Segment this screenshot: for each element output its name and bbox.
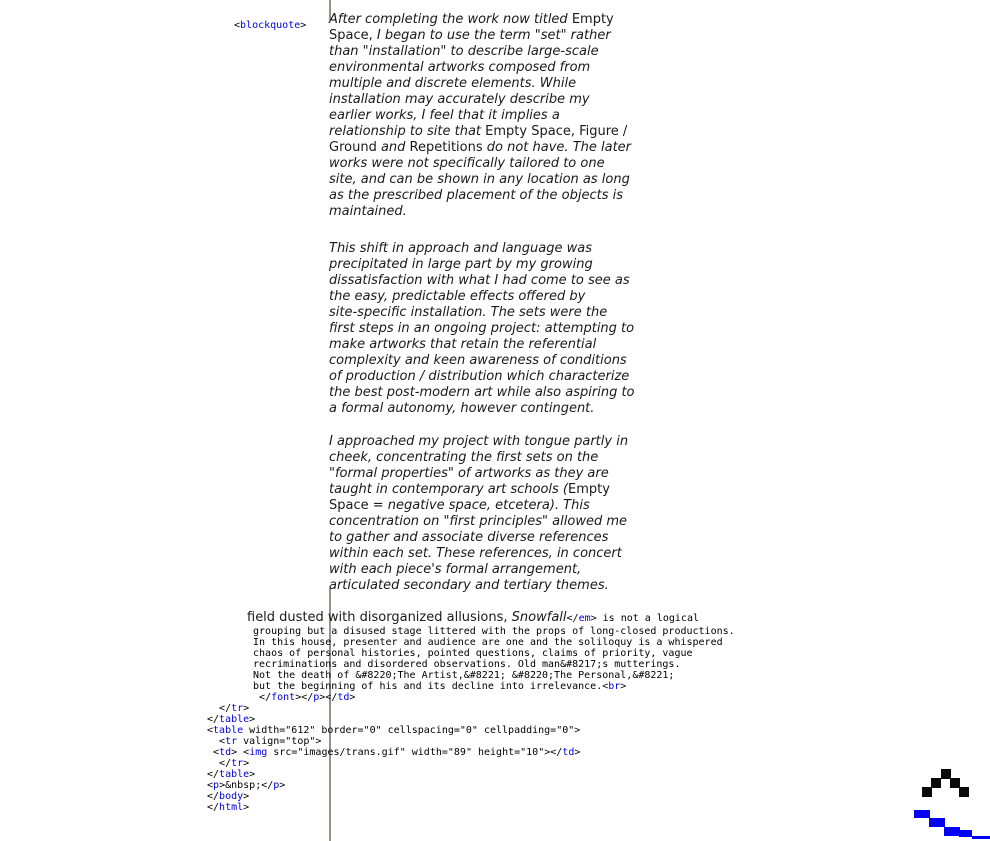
tag-name-text: html xyxy=(219,802,244,813)
text-segment: > xyxy=(295,692,302,703)
text-segment: < xyxy=(207,725,214,736)
text-segment: installation may accurately describe my xyxy=(329,92,590,107)
tag-name-text: tr xyxy=(225,736,238,747)
text-segment: Not the death of &#8220;The Artist,&#8221; &#8220;The Personal,&#8221; xyxy=(247,670,675,681)
text-segment: I approached my project with tongue partly in xyxy=(329,434,629,449)
leaked-source-code xyxy=(207,700,581,813)
text-line xyxy=(329,188,635,204)
text-segment: site, and can be shown in any location as long xyxy=(329,172,630,187)
text-segment: src="images/trans.gif" width="89" height="10" xyxy=(267,747,545,758)
text-segment: &nbsp; xyxy=(225,780,262,791)
text-segment: > xyxy=(249,769,256,780)
text-line xyxy=(329,273,635,289)
text-segment: < xyxy=(602,681,609,692)
text-segment: "formal properties" of artworks as they are xyxy=(329,466,609,481)
tag-name-text: p xyxy=(213,780,220,791)
text-segment: > xyxy=(249,714,256,725)
text-line xyxy=(329,124,635,140)
pixel-block xyxy=(959,830,972,837)
pixel-block xyxy=(922,787,932,797)
text-segment: field dusted with disorganized allusions, xyxy=(247,610,512,625)
text-line xyxy=(207,744,581,758)
text-segment: </ xyxy=(261,780,274,791)
text-segment: complexity and keen awareness of conditions xyxy=(329,353,627,368)
text-line xyxy=(329,514,635,530)
text-segment: Empty xyxy=(571,12,614,27)
text-line xyxy=(207,700,580,714)
text-segment: and xyxy=(380,140,410,155)
text-segment: than "installation" to describe large-scale xyxy=(329,44,599,59)
text-segment: first steps in an ongoing project: attempting to xyxy=(329,321,635,336)
text-segment: within each set. These references, in concert xyxy=(329,546,622,561)
text-segment: do not have. The later xyxy=(486,140,632,155)
text-segment: concentration on "first principles" allowed me xyxy=(329,514,627,529)
text-segment: </ xyxy=(219,703,232,714)
text-line xyxy=(247,634,735,648)
text-segment: I began to use the term "set" rather xyxy=(372,28,611,43)
tag-name-text: tr xyxy=(231,703,244,714)
text-line xyxy=(247,656,735,670)
text-segment: > xyxy=(243,802,250,813)
text-line xyxy=(329,466,635,482)
text-segment: a formal autonomy, however contingent. xyxy=(329,401,595,416)
text-segment: the best post-modern art while also aspiring to xyxy=(329,385,635,400)
tag-name-text: body xyxy=(219,791,244,802)
text-line xyxy=(329,562,635,578)
text-segment: < xyxy=(234,20,241,31)
text-line xyxy=(329,12,635,28)
text-segment: Ground xyxy=(329,140,381,155)
text-line xyxy=(329,369,635,385)
text-segment: but the beginning of his and its decline into irrelevance. xyxy=(247,681,603,692)
pixel-block xyxy=(959,787,969,797)
text-segment: < xyxy=(213,747,220,758)
pixel-block xyxy=(944,827,960,836)
text-line xyxy=(329,257,635,273)
text-line xyxy=(329,241,635,257)
tag-name-text: em xyxy=(578,613,591,624)
text-segment: Space, xyxy=(329,28,373,43)
text-segment: < xyxy=(243,747,250,758)
text-segment: chaos of personal histories, pointed questions, claims of priority, vague xyxy=(247,648,693,659)
tag-name-text: table xyxy=(219,769,250,780)
text-segment: width="612" border="0" cellspacing="0" cellpadding="0" xyxy=(243,725,575,736)
text-segment: is not a logical xyxy=(596,613,699,624)
pixel-block xyxy=(929,818,945,827)
text-segment: > xyxy=(243,703,250,714)
text-segment: cheek, concentrating the first sets on the xyxy=(329,450,599,465)
text-line xyxy=(247,609,735,623)
text-line xyxy=(329,92,635,108)
text-line xyxy=(207,777,580,791)
text-segment: </ xyxy=(207,802,220,813)
text-segment: > xyxy=(574,725,581,736)
text-segment: maintained. xyxy=(329,204,407,219)
text-segment: > xyxy=(544,747,551,758)
text-segment: < xyxy=(219,736,226,747)
text-line xyxy=(329,546,635,562)
text-segment: negative space, etcetera). This xyxy=(387,498,590,513)
text-segment: Empty xyxy=(568,482,610,497)
text-segment: works were not specifically tailored to one xyxy=(329,156,605,171)
text-segment: > xyxy=(590,613,597,624)
tag-name-text: blockquote xyxy=(240,20,301,31)
text-line xyxy=(329,204,635,220)
text-segment: precipitated in large part by my growing xyxy=(329,257,593,272)
text-line xyxy=(247,645,735,659)
text-line xyxy=(329,530,635,546)
text-segment: > xyxy=(620,681,627,692)
text-segment: > xyxy=(231,747,238,758)
tag-name-text: p xyxy=(313,692,320,703)
text-segment: multiple and discrete elements. While xyxy=(329,76,577,91)
quote-paragraph-2 xyxy=(329,241,635,417)
text-line xyxy=(329,450,635,466)
tag-name-text: font xyxy=(271,692,296,703)
text-line xyxy=(329,305,635,321)
text-segment: </ xyxy=(207,769,220,780)
text-line xyxy=(329,28,635,44)
text-segment: < xyxy=(207,780,214,791)
text-segment: dissatisfaction with what I had come to see as xyxy=(329,273,630,288)
text-segment: Empty Space, Figure / xyxy=(485,124,628,139)
blockquote-source-tag xyxy=(234,13,306,32)
text-segment: with each piece's formal arrangement, xyxy=(329,562,582,577)
text-segment: > xyxy=(243,791,250,802)
tag-name-text: td xyxy=(562,747,575,758)
text-segment: of production / distribution which characterize xyxy=(329,369,630,384)
text-segment: > xyxy=(243,758,250,769)
tag-name-text: td xyxy=(219,747,232,758)
text-segment: After completing the work now titled xyxy=(329,12,572,27)
quote-paragraph-1 xyxy=(329,12,635,220)
text-segment: > xyxy=(279,780,286,791)
text-segment: </ xyxy=(566,613,579,624)
text-segment: </ xyxy=(550,747,563,758)
text-line xyxy=(329,44,635,60)
quote-paragraph-3 xyxy=(329,434,635,594)
text-segment: as the prescribed placement of the objects is xyxy=(329,188,624,203)
text-line xyxy=(329,140,635,156)
text-line xyxy=(329,60,635,76)
text-line xyxy=(329,401,635,417)
text-segment: taught in contemporary art schools ( xyxy=(329,482,568,497)
pixel-block xyxy=(931,778,941,788)
text-line xyxy=(329,76,635,92)
text-segment: > xyxy=(574,747,581,758)
text-segment: </ xyxy=(259,692,272,703)
text-line xyxy=(247,623,735,637)
text-line xyxy=(329,337,635,353)
text-line xyxy=(207,722,581,736)
text-line xyxy=(329,498,635,514)
text-segment: > xyxy=(349,692,356,703)
text-segment: Snowfall xyxy=(511,610,567,625)
text-segment: </ xyxy=(219,758,232,769)
text-segment: </ xyxy=(325,692,338,703)
tag-name-text: table xyxy=(213,725,244,736)
text-line xyxy=(329,434,635,450)
text-line xyxy=(329,578,635,594)
text-segment: Space = xyxy=(329,498,388,513)
tag-name-text: tr xyxy=(231,758,244,769)
text-line xyxy=(207,799,580,813)
text-line xyxy=(329,156,635,172)
text-segment: > xyxy=(300,20,307,31)
tag-name-text: table xyxy=(219,714,250,725)
text-segment: to gather and associate diverse references xyxy=(329,530,609,545)
text-line xyxy=(207,766,580,780)
text-line xyxy=(329,385,635,401)
text-segment: earlier works, I feel that it implies a xyxy=(329,108,560,123)
text-line xyxy=(329,172,635,188)
text-segment: > xyxy=(219,780,226,791)
tag-name-text: br xyxy=(608,681,621,692)
text-line xyxy=(329,353,635,369)
text-segment: Repetitions xyxy=(409,140,487,155)
text-segment: > xyxy=(315,736,322,747)
text-line xyxy=(247,667,735,681)
text-segment: </ xyxy=(207,714,220,725)
text-line xyxy=(329,108,635,124)
text-segment: recriminations and disordered observations. Old man&#8217;s mutterings. xyxy=(247,659,681,670)
text-segment: make artworks that retain the referential xyxy=(329,337,597,352)
leaked-source-text xyxy=(247,609,735,703)
text-segment: </ xyxy=(207,791,220,802)
text-segment: grouping but a disused stage littered with the props of long-closed productions. xyxy=(247,626,735,637)
text-segment: environmental artworks composed from xyxy=(329,60,591,75)
text-segment: the easy, predictable effects offered by xyxy=(329,289,586,304)
text-segment: articulated secondary and tertiary themes. xyxy=(329,578,609,593)
text-line xyxy=(207,711,580,725)
text-segment: > xyxy=(319,692,326,703)
text-line xyxy=(329,482,635,498)
text-segment: </ xyxy=(301,692,314,703)
quote-block xyxy=(329,12,635,594)
tag-name-text: img xyxy=(249,747,268,758)
text-segment: In this house, presenter and audience are one and the soliloquy is a whispered xyxy=(247,637,723,648)
caret-up-icon[interactable] xyxy=(922,769,969,797)
text-line xyxy=(329,321,635,337)
text-segment: This shift in approach and language was xyxy=(329,241,592,256)
text-segment: valign="top" xyxy=(237,736,316,747)
pixel-block xyxy=(972,836,990,839)
text-segment: site-specific installation. The sets were the xyxy=(329,305,608,320)
zigzag-line-icon xyxy=(913,810,990,840)
tag-name-text: p xyxy=(273,780,280,791)
text-segment: relationship to site that xyxy=(329,124,486,139)
tag-name-text: td xyxy=(337,692,350,703)
pixel-block xyxy=(914,810,930,818)
text-line xyxy=(329,289,635,305)
